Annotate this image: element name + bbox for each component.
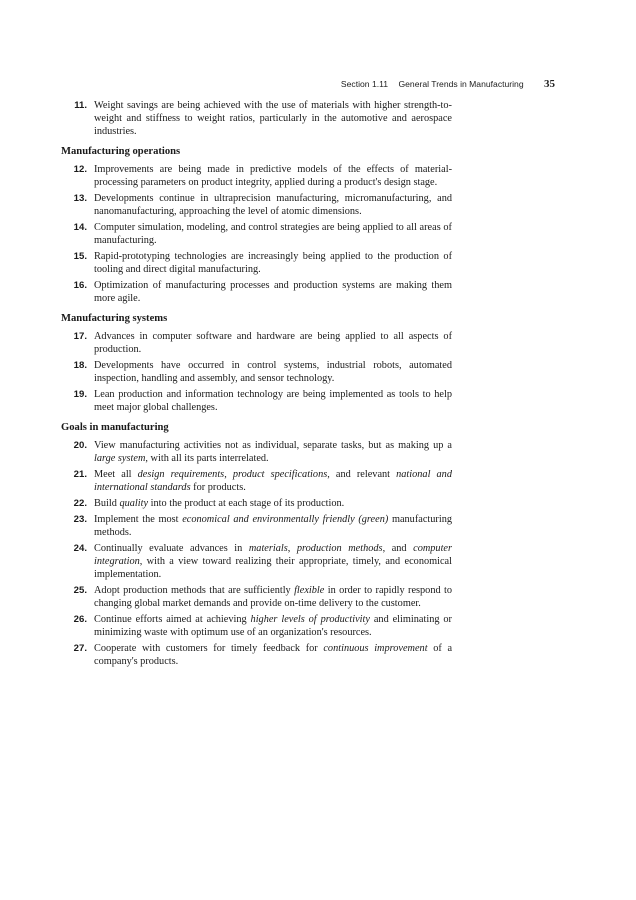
list-item [61,250,452,276]
running-header [0,78,555,90]
chapter-title: General Trends in Manufacturing [398,79,524,89]
item-number: 18. [73,360,87,371]
list-item [61,642,452,668]
item-text: Implement the most economical and environmentally friendly (green) manufacturing methods. [94,514,452,538]
item-text: Rapid-prototyping technologies are increasingly being applied to the production of tooling and direct digital manufacturing. [94,251,452,275]
item-text: Advances in computer software and hardware are being applied to all aspects of production. [94,331,452,355]
list-item [61,513,452,539]
item-number: 22. [73,498,87,509]
list-item [61,542,452,581]
item-number: 23. [73,514,87,525]
list-item [61,359,452,385]
item-number: 16. [73,280,87,291]
item-number: 24. [73,543,87,554]
item-text: Developments have occurred in control systems, industrial robots, automated inspection, handling and assembly, and sensor technology. [94,360,452,384]
list-item [61,613,452,639]
item-text: Improvements are being made in predictive models of the effects of material-processing parameters on product integrity, applied during a product's design stage. [94,164,452,188]
page-number: 35 [544,78,555,90]
item-number: 25. [73,585,87,596]
item-text: Weight savings are being achieved with the use of materials with higher strength-to-weight and stiffness to weight ratios, particularly in the automotive and aerospace industries. [94,100,452,137]
item-number: 21. [73,469,87,480]
section-label: Section 1.11 [340,79,389,89]
item-text: Cooperate with customers for timely feedback for continuous improvement of a company's products. [94,643,453,667]
item-text: Optimization of manufacturing processes and production systems are making them more agile. [94,280,452,304]
item-number: 20. [73,440,87,451]
page-content [61,99,452,671]
list-item [61,163,452,189]
item-number: 27. [73,643,87,654]
list-item [61,388,452,414]
item-number: 19. [73,389,87,400]
list-item [61,468,452,494]
item-number: 12. [73,164,87,175]
item-text: Computer simulation, modeling, and control strategies are being applied to all areas of manufacturing. [94,222,452,246]
item-text: View manufacturing activities not as individual, separate tasks, but as making up a large system, with all its parts interrelated. [94,440,452,464]
list-item [61,330,452,356]
item-text: Lean production and information technology are being implemented as tools to help meet major global challenges. [94,389,452,413]
list-item [61,497,452,510]
item-text: Continue efforts aimed at achieving higher levels of productivity and eliminating or minimizing waste with optimum use of an organization's resources. [94,614,452,638]
item-number: 15. [73,251,87,262]
item-number: 11. [74,100,87,111]
section-heading-systems: Manufacturing systems [61,313,168,324]
item-number: 26. [73,614,87,625]
list-item [61,439,452,465]
list-item [61,279,452,305]
item-text: Meet all design requirements, product specifications, and relevant national and international standards for products. [94,469,452,493]
item-number: 13. [73,193,87,204]
list-item [61,99,452,138]
item-text: Adopt production methods that are sufficiently flexible in order to rapidly respond to changing global market demands and provide on-time delivery to the customer. [94,585,452,609]
item-text: Developments continue in ultraprecision manufacturing, micromanufacturing, and nanomanufacturing, approaching the level of atomic dimensions. [94,193,452,217]
item-text: Continually evaluate advances in materials, production methods, and computer integration, with a view toward realizing their appropriate, timely, and economical implementation. [94,543,453,580]
item-text: Build quality into the product at each stage of its production. [94,498,345,509]
list-item [61,192,452,218]
section-heading-operations: Manufacturing operations [61,146,181,157]
section-heading-goals: Goals in manufacturing [61,422,169,433]
list-item [61,584,452,610]
item-number: 14. [73,222,87,233]
item-number: 17. [73,331,87,342]
list-item [61,221,452,247]
